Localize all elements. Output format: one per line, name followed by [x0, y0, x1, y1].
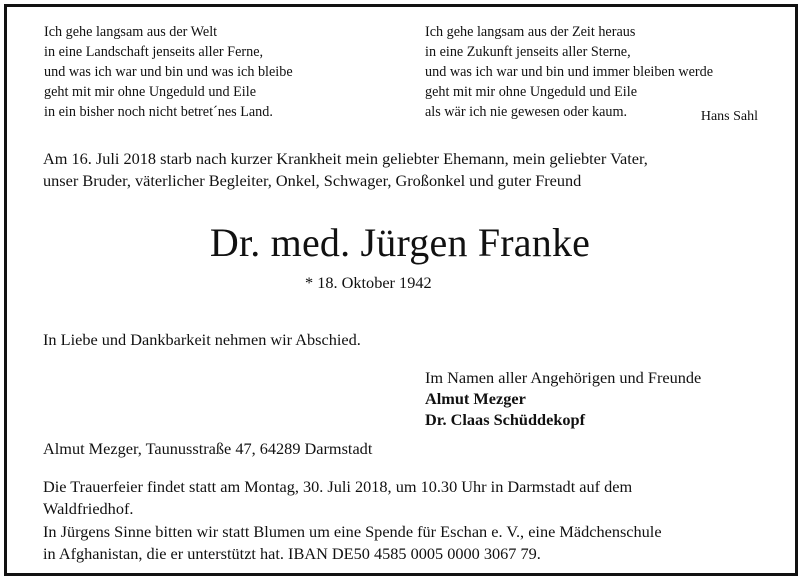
poem-line: und was ich war und bin und immer bleiben werde	[425, 64, 714, 80]
poem-line: Ich gehe langsam aus der Welt	[44, 24, 218, 40]
announcement-line: Am 16. Juli 2018 starb nach kurzer Krankheit mein geliebter Ehemann, mein geliebter Vater,	[43, 149, 648, 168]
poem-right	[425, 22, 713, 122]
signature-line: Im Namen aller Angehörigen und Freunde	[425, 368, 702, 387]
poem-line: als wär ich nie gewesen oder kaum.	[425, 104, 628, 120]
poem-line: geht mit mir ohne Ungeduld und Eile	[44, 84, 256, 100]
poem-author: Hans Sahl	[700, 109, 758, 124]
signature-block	[425, 367, 701, 430]
contact-address: Almut Mezger, Taunusstraße 47, 64289 Darmstadt	[43, 439, 373, 458]
signature-name: Almut Mezger	[425, 389, 526, 408]
donation-line: in Afghanistan, die er unterstützt hat. IBAN DE50 4585 0005 0000 3067 79.	[43, 544, 541, 563]
farewell-text: In Liebe und Dankbarkeit nehmen wir Abschied.	[43, 330, 361, 349]
poem-line: in ein bisher noch nicht betret´nes Land.	[44, 104, 273, 120]
birth-date: * 18. Oktober 1942	[305, 273, 432, 292]
deceased-name: Dr. med. Jürgen Franke	[209, 220, 591, 265]
signature-name: Dr. Claas Schüddekopf	[425, 410, 585, 429]
funeral-info	[43, 476, 632, 520]
poem-left	[44, 22, 293, 122]
death-announcement	[43, 148, 648, 192]
funeral-line: Waldfriedhof.	[43, 499, 134, 518]
donation-line: In Jürgens Sinne bitten wir statt Blumen um eine Spende für Eschan e. V., eine Mädchenschule	[43, 522, 662, 541]
funeral-line: Die Trauerfeier findet statt am Montag, 30. Juli 2018, um 10.30 Uhr in Darmstadt auf dem	[43, 477, 633, 496]
poem-line: und was ich war und bin und was ich bleibe	[44, 64, 293, 80]
poem-line: geht mit mir ohne Ungeduld und Eile	[425, 84, 637, 100]
poem-line: Ich gehe langsam aus der Zeit heraus	[425, 24, 636, 40]
donation-request	[43, 521, 662, 565]
announcement-line: unser Bruder, väterlicher Begleiter, Onkel, Schwager, Großonkel und guter Freund	[43, 171, 582, 190]
poem-line: in eine Zukunft jenseits aller Sterne,	[425, 44, 631, 60]
poem-line: in eine Landschaft jenseits aller Ferne,	[44, 44, 264, 60]
